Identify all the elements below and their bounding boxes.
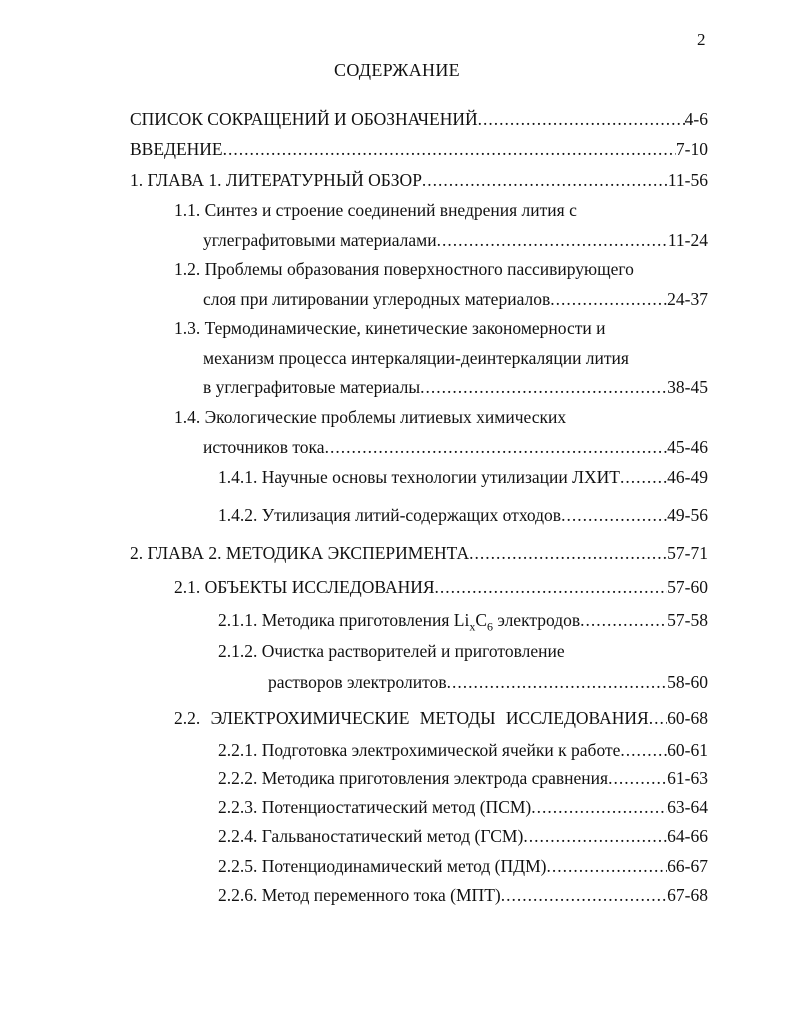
toc-entry-text: 2.2.3. Потенциостатический метод (ПСМ) xyxy=(218,797,532,817)
toc-leader xyxy=(649,707,667,729)
toc-entry-pages: 11-56 xyxy=(667,170,708,190)
toc-entry-pages: 61-63 xyxy=(667,768,708,788)
toc-entry xyxy=(218,504,708,526)
toc-entry-text: растворов электролитов xyxy=(268,672,447,692)
toc-leader xyxy=(325,436,668,458)
toc-entry xyxy=(203,436,708,458)
toc-entry-first-line: 1.2. Проблемы образования поверхностного пассивирующего xyxy=(174,259,634,279)
toc-entry xyxy=(218,466,708,488)
toc-entry xyxy=(218,739,708,761)
toc-leader xyxy=(478,108,685,130)
toc-entry-pages: 58-60 xyxy=(667,672,708,692)
page-title: СОДЕРЖАНИЕ xyxy=(334,60,460,80)
toc-entry-first-line: 2.1.2. Очистка растворителей и приготовление xyxy=(218,641,565,661)
toc-entry xyxy=(130,108,708,130)
toc-entry-text: 2.2.5. Потенциодинамический метод (ПДМ) xyxy=(218,856,547,876)
toc-entry xyxy=(203,229,708,251)
toc-entry-pages: 57-60 xyxy=(667,577,708,597)
toc-leader xyxy=(523,825,667,847)
toc-entry xyxy=(203,376,708,398)
toc-entry xyxy=(268,671,708,693)
toc-leader xyxy=(223,138,676,160)
toc-entry-text: 2.2.1. Подготовка электрохимической ячейки к работе xyxy=(218,740,621,760)
toc-leader xyxy=(561,504,667,526)
toc-leader xyxy=(437,229,668,251)
toc-entry-text: 2.2.4. Гальваностатический метод (ГСМ) xyxy=(218,826,524,846)
page-number: 2 xyxy=(697,30,706,49)
toc-entry xyxy=(218,884,708,906)
toc-leader xyxy=(620,739,667,761)
toc-entry xyxy=(174,707,708,729)
toc-entry-text: СПИСОК СОКРАЩЕНИЙ И ОБОЗНАЧЕНИЙ xyxy=(130,109,478,129)
toc-leader xyxy=(620,466,667,488)
toc-entry-first-line: 1.3. Термодинамические, кинетические закономерности и xyxy=(174,318,606,338)
toc-entry-pages: 60-68 xyxy=(667,708,708,728)
toc-entry-text: 1.4.1. Научные основы технологии утилизации ЛХИТ xyxy=(218,467,620,487)
toc-leader xyxy=(447,671,668,693)
toc-entry-pages: 66-67 xyxy=(667,856,708,876)
toc-entry-pages: 45-46 xyxy=(667,437,708,457)
toc-entry-pages: 4-6 xyxy=(684,109,708,129)
toc-entry xyxy=(218,796,708,818)
toc-leader xyxy=(531,796,667,818)
toc-entry xyxy=(218,767,708,789)
toc-entry-text: ВВЕДЕНИЕ xyxy=(130,139,223,159)
toc-entry xyxy=(174,576,708,598)
toc-entry-text: 2.2.6. Метод переменного тока (МПТ) xyxy=(218,885,501,905)
toc-entry-pages: 63-64 xyxy=(667,797,708,817)
toc-entry-pages: 60-61 xyxy=(667,740,708,760)
toc-entry-pages: 24-37 xyxy=(667,289,708,309)
toc-entry-first-line: 1.4. Экологические проблемы литиевых химических xyxy=(174,407,567,427)
toc-leader xyxy=(422,169,668,191)
toc-leader xyxy=(580,609,667,631)
toc-entry-pages: 57-71 xyxy=(667,543,708,563)
toc-entry-pages: 67-68 xyxy=(667,885,708,905)
toc-entry-second-line: механизм процесса интеркаляции-деинтеркаляции лития xyxy=(203,348,629,368)
toc-leader xyxy=(501,884,667,906)
toc-entry xyxy=(218,825,708,847)
toc-entry-text: 2.2.2. Методика приготовления электрода сравнения xyxy=(218,768,609,788)
toc-leader xyxy=(608,767,667,789)
toc-entry-text: в углеграфитовые материалы xyxy=(203,377,421,397)
toc-entry xyxy=(218,609,708,638)
toc-leader xyxy=(546,855,667,877)
toc-entry-pages: 7-10 xyxy=(675,139,708,159)
toc-leader xyxy=(550,288,667,310)
toc-entry-text: 1.4.2. Утилизация литий-содержащих отходов xyxy=(218,505,562,525)
toc-entry-text: 2.1. ОБЪЕКТЫ ИССЛЕДОВАНИЯ xyxy=(174,577,435,597)
toc-entry-text: углеграфитовыми материалами xyxy=(203,230,437,250)
toc-entry xyxy=(218,855,708,877)
toc-entry-text: слоя при литировании углеродных материалов xyxy=(203,289,551,309)
toc-entry xyxy=(130,542,708,564)
toc-entry-text: 2. ГЛАВА 2. МЕТОДИКА ЭКСПЕРИМЕНТА xyxy=(130,543,470,563)
toc-entry-pages: 49-56 xyxy=(667,505,708,525)
toc-entry-pages: 38-45 xyxy=(667,377,708,397)
toc-entry-text: 2.1.1. Методика приготовления $Li_xC_6$ электродов xyxy=(218,610,581,634)
toc-entry-text: источников тока xyxy=(203,437,325,457)
toc-entry xyxy=(203,288,708,310)
toc-entry xyxy=(130,169,708,191)
toc-entry-pages: 46-49 xyxy=(667,467,708,487)
toc-leader xyxy=(435,576,668,598)
toc-entry xyxy=(130,138,708,160)
toc-entry-text: 1. ГЛАВА 1. ЛИТЕРАТУРНЫЙ ОБЗОР xyxy=(130,170,422,190)
toc-leader xyxy=(420,376,667,398)
toc-entry-text: 2.2. ЭЛЕКТРОХИМИЧЕСКИЕ МЕТОДЫ ИССЛЕДОВАНИЯ xyxy=(174,708,649,728)
toc-entry-pages: 57-58 xyxy=(667,610,708,630)
toc-entry-pages: 64-66 xyxy=(667,826,708,846)
toc-entry-pages: 11-24 xyxy=(667,230,708,250)
toc-entry-first-line: 1.1. Синтез и строение соединений внедрения лития с xyxy=(174,200,577,220)
toc-leader xyxy=(469,542,667,564)
